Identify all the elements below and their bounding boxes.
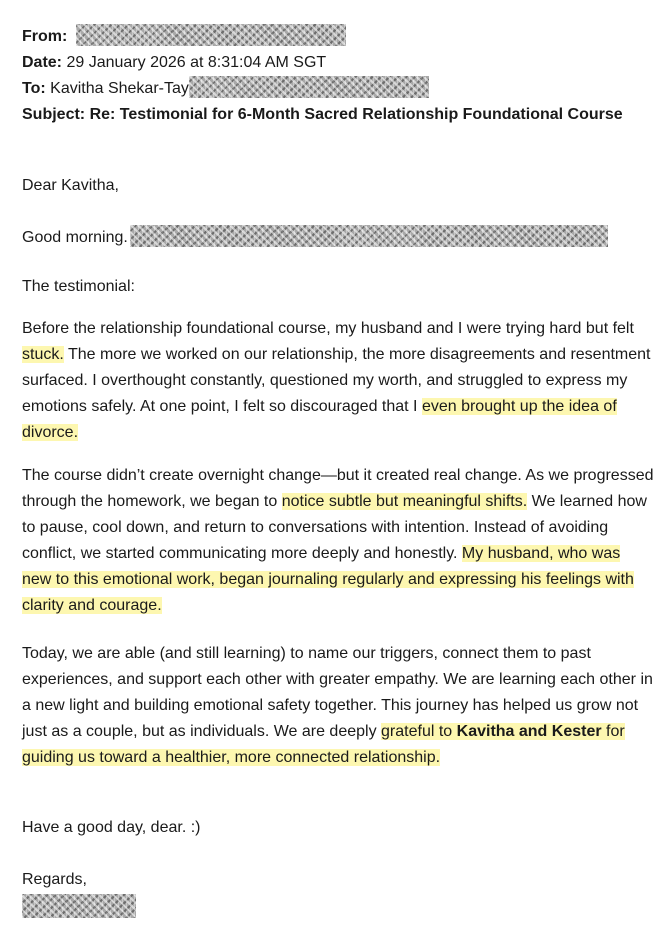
p2-highlight-2: My husband, who was new to this emotional work, began journaling regularly and expressing his feelings with clarity and courage. [22, 545, 634, 614]
p1-text-2: The more we worked on our relationship, the more disagreements and resentment surfaced. I overthought constantly, questioned my worth, and struggled to express my emotions safely. At one point, I felt so discouraged that I [22, 346, 651, 415]
subject-label: Subject: [22, 106, 86, 123]
good-morning-text: Good morning. [22, 229, 128, 246]
p2-text-2: We learned how to pause, cool down, and return to conversations with intention. Instead of avoiding conflict, we started communicating more deeply and honestly. [22, 493, 647, 562]
regards-line: Regards, [22, 871, 87, 888]
p3-highlight-bold: Kavitha and Kester [456, 723, 602, 740]
to-row [22, 76, 652, 102]
to-value: Kavitha Shekar-Tay [50, 80, 189, 97]
paragraph-2 [22, 463, 654, 619]
date-value: 29 January 2026 at 8:31:04 AM SGT [66, 54, 327, 71]
closing-line: Have a good day, dear. :) [22, 819, 201, 836]
paragraph-1 [22, 316, 654, 446]
p3-highlight-2: for guiding us toward a healthier, more connected relationship. [22, 723, 625, 766]
greeting: Dear Kavitha, [22, 177, 119, 194]
redacted-signature [22, 894, 136, 918]
redacted-recipient-email [189, 76, 429, 98]
p3-text-1: Today, we are able (and still learning) to name our triggers, connect them to past experiences, and support each other with greater empathy. We are learning each other in a new light and building emotional safety together. This journey has helped us grow not just as a couple, but as individuals. We are deeply [22, 645, 653, 740]
good-morning-line [22, 225, 654, 251]
p1-highlight-2: even brought up the idea of divorce. [22, 398, 617, 441]
from-row [22, 24, 652, 50]
p1-text-1: Before the relationship foundational course, my husband and I were trying hard but felt [22, 320, 634, 337]
paragraph-3 [22, 641, 654, 771]
subject-row [22, 102, 652, 128]
redacted-text [130, 225, 608, 247]
date-row [22, 50, 652, 76]
subject-value: Re: Testimonial for 6-Month Sacred Relationship Foundational Course [89, 106, 623, 123]
testimonial-intro: The testimonial: [22, 278, 135, 295]
p3-highlight-1: grateful to [381, 723, 457, 740]
p1-highlight-1: stuck. [22, 346, 64, 363]
from-label: From: [22, 28, 68, 45]
email-header [22, 24, 652, 128]
to-label: To: [22, 80, 46, 97]
p2-text-1: The course didn’t create overnight change—but it created real change. As we progressed through the homework, we began to [22, 467, 654, 510]
date-label: Date: [22, 54, 63, 71]
redacted-sender [76, 24, 346, 46]
p2-highlight-1: notice subtle but meaningful shifts. [281, 493, 528, 510]
